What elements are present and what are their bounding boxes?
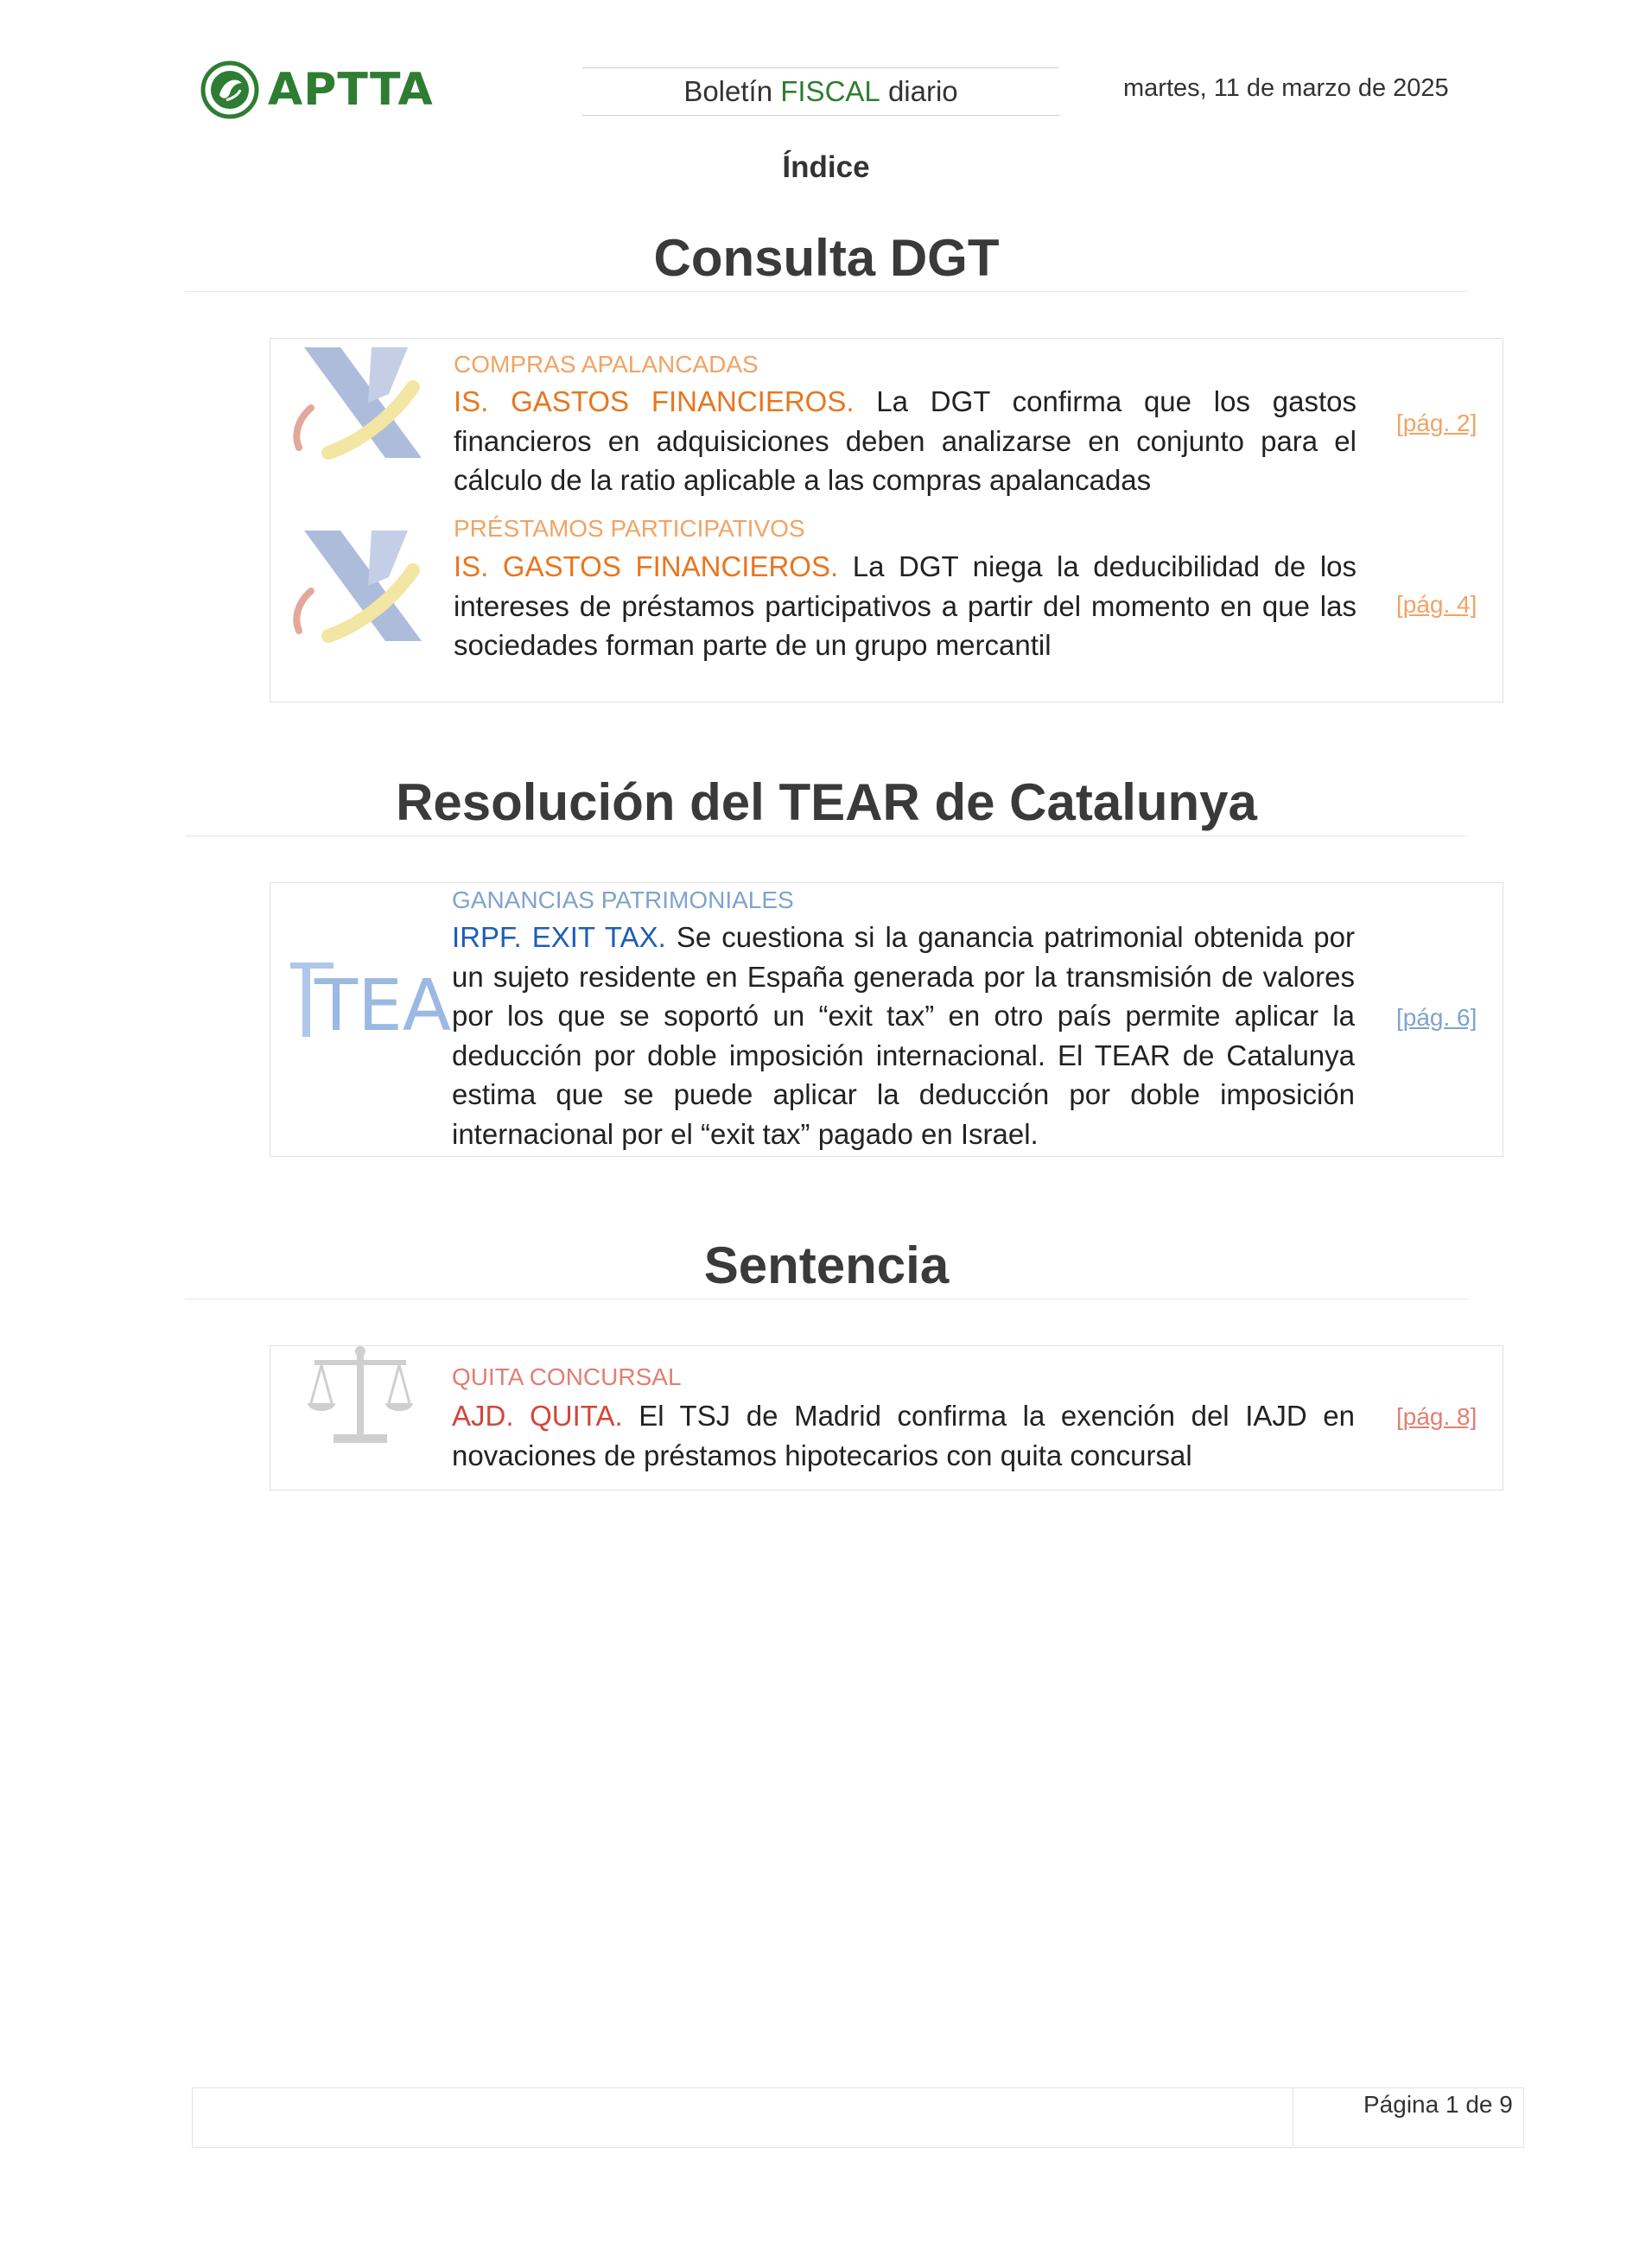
- section-title-sentencia: Sentencia: [185, 1236, 1468, 1299]
- bulletin-suffix: diario: [880, 75, 958, 107]
- bulletin-date: martes, 11 de marzo de 2025: [1123, 74, 1449, 102]
- section-title-consulta-dgt: Consulta DGT: [185, 228, 1468, 292]
- entry-category: GANANCIAS PATRIMONIALES: [452, 886, 794, 913]
- entry-summary: [454, 382, 1357, 500]
- page-number: Página 1 de 9: [1363, 2091, 1513, 2118]
- tea-logo-text: TEA: [315, 965, 451, 1047]
- entry-summary: [452, 1396, 1355, 1475]
- aeat-logo-icon: [285, 342, 423, 463]
- page-link[interactable]: [pág. 6]: [1396, 1004, 1477, 1031]
- entry-text: La DGT niega la deducibilidad de los intereses de préstamos participativos a partir del momento en que las sociedades forman parte de un grupo mercantil: [454, 550, 1357, 661]
- aeat-logo-icon: [285, 525, 423, 646]
- footer-box: [192, 2087, 1524, 2148]
- page-link[interactable]: [pág. 2]: [1396, 410, 1477, 436]
- index-title: Índice: [782, 150, 870, 184]
- entry-text: Se cuestiona si la ganancia patrimonial obtenida por un sujeto residente en España generada por la transmisión de valores por los que se soportó un “exit tax” en otro país permite aplicar la deducción por doble imposición internacional. El TEAR de Catalunya estima que se puede aplicar la deducción por doble imposición internacional por el “exit tax” pagado en Israel.: [452, 921, 1355, 1150]
- aptta-emblem-icon: [200, 60, 259, 119]
- entry-summary: [454, 547, 1357, 665]
- scales-of-justice-icon: [304, 1344, 416, 1448]
- section-title-tear-catalunya: Resolución del TEAR de Catalunya: [185, 772, 1468, 836]
- page-link[interactable]: [pág. 8]: [1396, 1403, 1477, 1430]
- entry-lead: IS. GASTOS FINANCIEROS.: [454, 385, 855, 417]
- bulletin-title: [582, 67, 1059, 116]
- entry-category: PRÉSTAMOS PARTICIPATIVOS: [454, 515, 805, 542]
- bulletin-highlight: FISCAL: [780, 75, 880, 107]
- logo-text: APTTA: [268, 64, 434, 116]
- entry-lead: AJD. QUITA.: [452, 1400, 623, 1432]
- page-link[interactable]: [pág. 4]: [1396, 591, 1477, 618]
- entry-text: El TSJ de Madrid confirma la exención del IAJD en novaciones de préstamos hipotecarios con quita concursal: [452, 1400, 1355, 1471]
- entry-category: QUITA CONCURSAL: [452, 1363, 682, 1390]
- aptta-logo: [200, 57, 451, 123]
- entry-lead: IRPF. EXIT TAX.: [452, 921, 666, 953]
- entry-lead: IS. GASTOS FINANCIEROS.: [454, 550, 839, 582]
- tea-logo-icon: [285, 950, 451, 1047]
- entry-category: COMPRAS APALANCADAS: [454, 351, 759, 378]
- entry-text: La DGT confirma que los gastos financieros en adquisiciones deben analizarse en conjunto para el cálculo de la ratio aplicable a las compras apalancadas: [454, 385, 1357, 496]
- bulletin-prefix: Boletín: [683, 75, 781, 107]
- entry-summary: [452, 918, 1355, 1153]
